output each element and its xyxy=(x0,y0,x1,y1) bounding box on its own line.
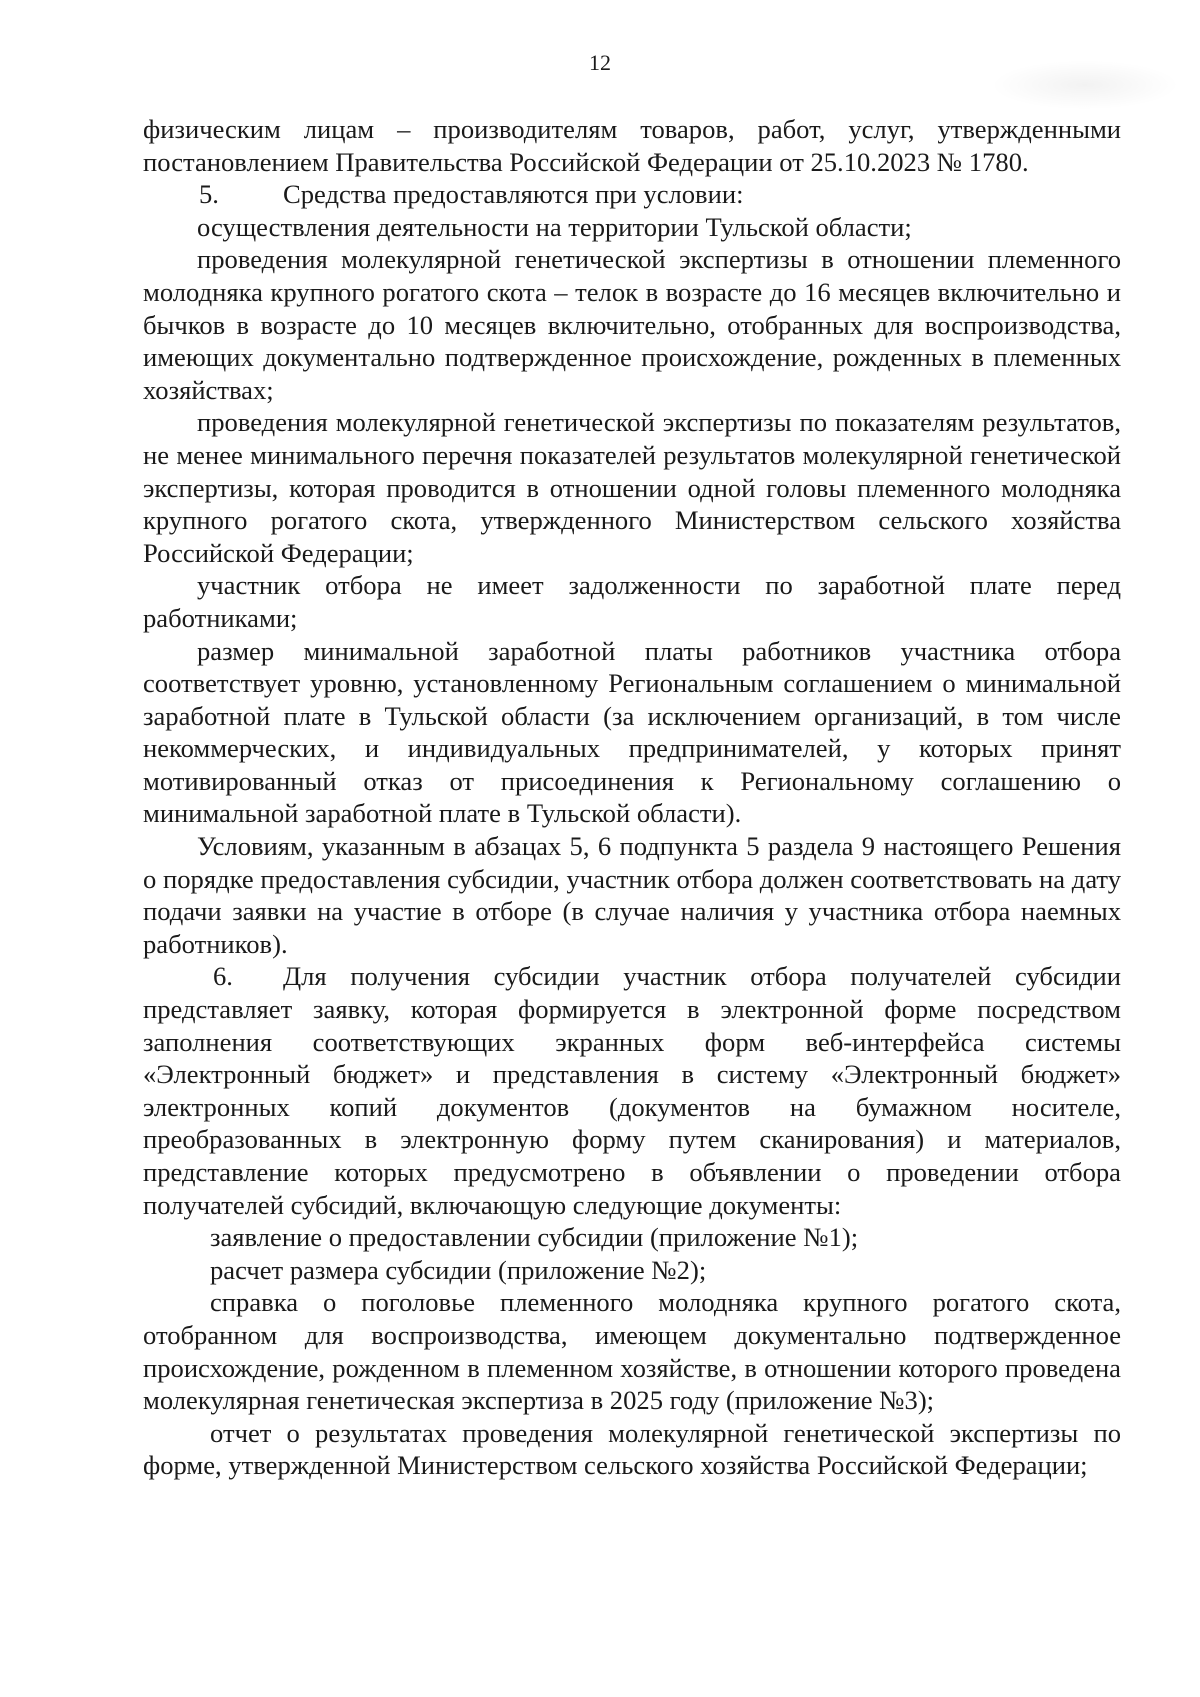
item-number-5: 5. xyxy=(199,179,219,210)
page-number: 12 xyxy=(589,50,611,75)
item-5-text: Средства предоставляются при условии: xyxy=(283,179,744,210)
paragraph-condition-expertise-indicators: проведения молекулярной генетической экспертизы по показателям результатов, не менее минимального перечня показателей результатов молекулярной генетической экспертизы, которая проводится в отношении одной головы племенного молодняка крупного рогатого скота, утвержденного Министерством сельского хозяйства Российской Федерации; xyxy=(143,407,1121,568)
paragraph-condition-expertise-heifers: проведения молекулярной генетической экспертизы в отношении племенного молодняка крупного рогатого скота – телок в возрасте до 16 месяцев включительно и бычков в возрасте до 10 месяцев включительно, отобранных для воспроизводства, имеющих документально подтвержденное происхождение, рожденных в племенных хозяйствах; xyxy=(143,244,1121,405)
list-item-expertise-report: отчет о результатах проведения молекулярной генетической экспертизы по форме, утвержденной Министерством сельского хозяйства Российской Федерации; xyxy=(143,1417,1121,1481)
list-item-livestock-certificate: справка о поголовье племенного молодняка крупного рогатого скота, отобранном для воспроизводства, имеющем документально подтвержденное происхождение, рожденном в племенном хозяйстве, в отношении которого проведена молекулярная генетическая экспертиза в 2025 году (приложение №3); xyxy=(143,1287,1121,1416)
paragraph-item-5 xyxy=(143,178,1121,211)
paragraph-continuation: физическим лицам – производителям товаров, работ, услуг, утвержденными постановлением Правительства Российской Федерации от 25.10.2023 № 1780. xyxy=(143,114,1121,177)
list-item-application: заявление о предоставлении субсидии (приложение №1); xyxy=(210,1222,859,1253)
paragraph-condition-no-debt: участник отбора не имеет задолженности по заработной плате перед работниками; xyxy=(143,570,1121,633)
item-number-6: 6. xyxy=(213,961,233,992)
list-item-calculation: расчет размера субсидии (приложение №2); xyxy=(210,1254,707,1285)
paragraph-condition-territory: осуществления деятельности на территории Тульской области; xyxy=(197,211,912,242)
paragraph-condition-min-wage: размер минимальной заработной платы работников участника отбора соответствует уровню, установленному Региональным соглашением о минимальной заработной плате в Тульской области (за исключением организаций, в том числе некоммерческих, и индивидуальных предпринимателей, у которых принят мотивированный отказ от присоединения к Региональному соглашению о минимальной заработной плате в Тульской области). xyxy=(143,635,1121,829)
paragraph-item-6 xyxy=(143,960,1121,1221)
paragraph-conditions-date: Условиям, указанным в абзацах 5, 6 подпункта 5 раздела 9 настоящего Решения о порядке предоставления субсидии, участник отбора должен соответствовать на дату подачи заявки на участие в отборе (в случае наличия у участника отбора наемных работников). xyxy=(143,831,1121,959)
document-body xyxy=(143,113,1121,1482)
item-6-text: Для получения субсидии участник отбора получателей субсидии представляет заявку, которая формируется в электронной форме посредством заполнения соответствующих экранных форм веб-интерфейса системы «Электронный бюджет» и представления в систему «Электронный бюджет» электронных копий документов (документов на бумажном носителе, преобразованных в электронную форму путем сканирования) и материалов, представление которых предусмотрено в объявлении о проведении отбора получателей субсидий, включающую следующие документы: xyxy=(143,961,1121,1220)
